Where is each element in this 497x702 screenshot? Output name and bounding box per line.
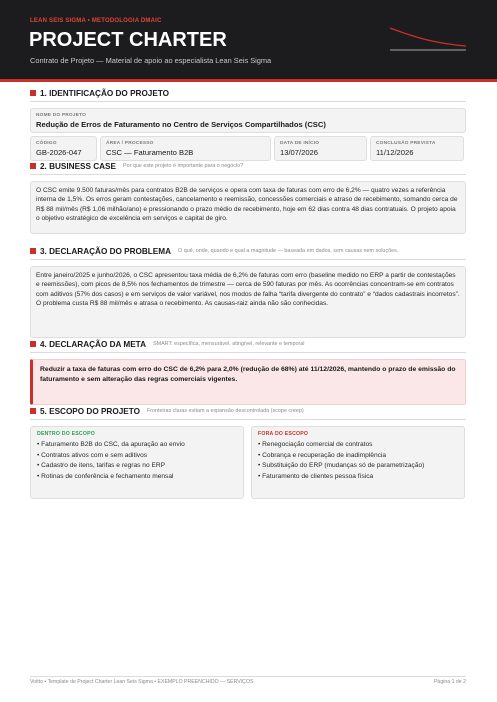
- section-4-heading: [30, 338, 305, 350]
- page-title: PROJECT CHARTER: [29, 29, 227, 51]
- problem-statement-text: Entre janeiro/2025 e junho/2026, o CSC apresentou taxa média de 6,2% de faturas com erro (baseline medido no ERP a partir de contestações e reemissões), com picos de 8,5% nos fechamentos de trimestre — cerca de 590 faturas por mês. As ocorrências concentram-se em contratos com aditivos (57% dos casos) e em serviços de valor variável, nos modos de falha “tarifa divergente do contrato” e “dados cadastrais incorretos”. O problema custa R$ 88 mil/mês e atrasa o recebimento. As causas-raiz ainda não são conhecidas.: [30, 266, 466, 338]
- list-item: • Substituição do ERP (mudanças só de parametrização): [258, 462, 425, 470]
- area-label: ÁREA / PROCESSO: [106, 141, 154, 146]
- section-divider: [30, 419, 466, 420]
- section-marker: [30, 163, 36, 169]
- code-label: CÓDIGO: [36, 141, 57, 146]
- section-divider: [30, 174, 466, 175]
- section-2-title: 2. BUSINESS CASE: [40, 161, 116, 171]
- section-marker: [30, 248, 36, 254]
- out-of-scope-list: [258, 440, 458, 483]
- section-divider: [30, 352, 466, 353]
- section-1-title: 1. IDENTIFICAÇÃO DO PROJETO: [40, 88, 170, 98]
- goal-statement-text: Reduzir a taxa de faturas com erro do CSC de 6,2% para 2,0% (redução de 68%) até 11/12/2026, mantendo o prazo de emissão do faturamento e sem alteração das regras comerciais vigentes.: [30, 359, 466, 405]
- trend-decoration-icon: [388, 26, 468, 52]
- section-3-title: 3. DECLARAÇÃO DO PROBLEMA: [40, 246, 172, 256]
- section-3-heading: [30, 245, 398, 257]
- section-2-hint: Por que este projeto é importante para o negócio?: [122, 163, 244, 169]
- section-5-title: 5. ESCOPO DO PROJETO: [40, 406, 140, 416]
- section-4-hint: SMART: específica, mensurável, atingível, relevante e temporal: [152, 341, 305, 347]
- project-name-label: NOME DO PROJETO: [36, 113, 87, 118]
- project-name-value: Redução de Erros de Faturamento no Centro de Serviços Compartilhados (CSC): [36, 120, 326, 129]
- in-scope-list: [37, 440, 237, 483]
- section-3-hint: O quê, onde, quando e qual a magnitude — baseada em dados, sem causas nem soluções.: [178, 248, 399, 254]
- end-date-field: [370, 136, 464, 161]
- business-case-text: O CSC emite 9.500 faturas/mês para contratos B2B de serviços e opera com taxa de faturas com erro de 6,2% — quatro vezes a referência interna de 1,5%. Os erros geram contestações, cancelamento e reemissão, concessões comerciais e atraso de recebimento, somando cerca de R$ 88 mil/mês (R$ 1,06 milhão/ano) e pressionando o prazo médio de recebimento, hoje em 62 dias contra 48 dias contratuais. O projeto apoia o objetivo estratégico de excelência em serviços e capital de giro.: [30, 181, 466, 234]
- area-value: CSC — Faturamento B2B: [106, 148, 194, 157]
- section-2-heading: [30, 160, 243, 172]
- page-subtitle: Contrato de Projeto — Material de apoio ao especialista Lean Seis Sigma: [30, 56, 272, 65]
- section-marker: [30, 90, 36, 96]
- start-date-label: DATA DE INÍCIO: [280, 141, 320, 146]
- end-date-label: CONCLUSÃO PREVISTA: [376, 141, 436, 146]
- section-5-hint: Fronteiras claras evitam a expansão descontrolada (scope creep): [146, 408, 304, 414]
- in-scope-box: [30, 426, 244, 499]
- section-4-title: 4. DECLARAÇÃO DA META: [40, 339, 146, 349]
- list-item: • Renegociação comercial de contratos: [258, 441, 373, 448]
- section-divider: [30, 259, 466, 260]
- page-number: Página 1 de 2: [433, 679, 466, 685]
- list-item: • Contratos ativos com e sem aditivos: [37, 451, 148, 459]
- section-divider: [30, 101, 466, 102]
- section-5-heading: [30, 405, 304, 417]
- start-date-value: 13/07/2026: [280, 148, 319, 157]
- page-header: [0, 0, 497, 79]
- area-field: [100, 136, 271, 161]
- header-accent-line: [0, 79, 497, 82]
- header-eyebrow: LEAN SEIS SIGMA • METODOLOGIA DMAIC: [30, 18, 162, 24]
- list-item: • Cobrança e recuperação de inadimplência: [258, 451, 387, 459]
- end-date-value: 11/12/2026: [376, 148, 414, 157]
- out-of-scope-label: FORA DO ESCOPO: [258, 431, 309, 437]
- in-scope-label: DENTRO DO ESCOPO: [37, 431, 95, 437]
- out-of-scope-box: [251, 426, 465, 499]
- project-name-field: [30, 108, 466, 133]
- list-item: • Faturamento de clientes pessoa física: [258, 473, 374, 481]
- list-item: • Faturamento B2B do CSC, da apuração ao envio: [37, 441, 185, 448]
- footer-text: Voitto • Template de Project Charter Lean Seis Sigma • EXEMPLO PREENCHIDO — SERVIÇOS: [30, 679, 254, 685]
- section-marker: [30, 341, 36, 347]
- list-item: • Rotinas de conferência e fechamento mensal: [37, 473, 174, 481]
- start-date-field: [274, 136, 367, 161]
- code-field: [30, 136, 97, 161]
- section-1-heading: [30, 87, 169, 99]
- section-marker: [30, 408, 36, 414]
- footer-divider: [30, 676, 466, 677]
- code-value: GB-2026-047: [36, 148, 82, 157]
- list-item: • Cadastro de itens, tarifas e regras no ERP: [37, 462, 166, 470]
